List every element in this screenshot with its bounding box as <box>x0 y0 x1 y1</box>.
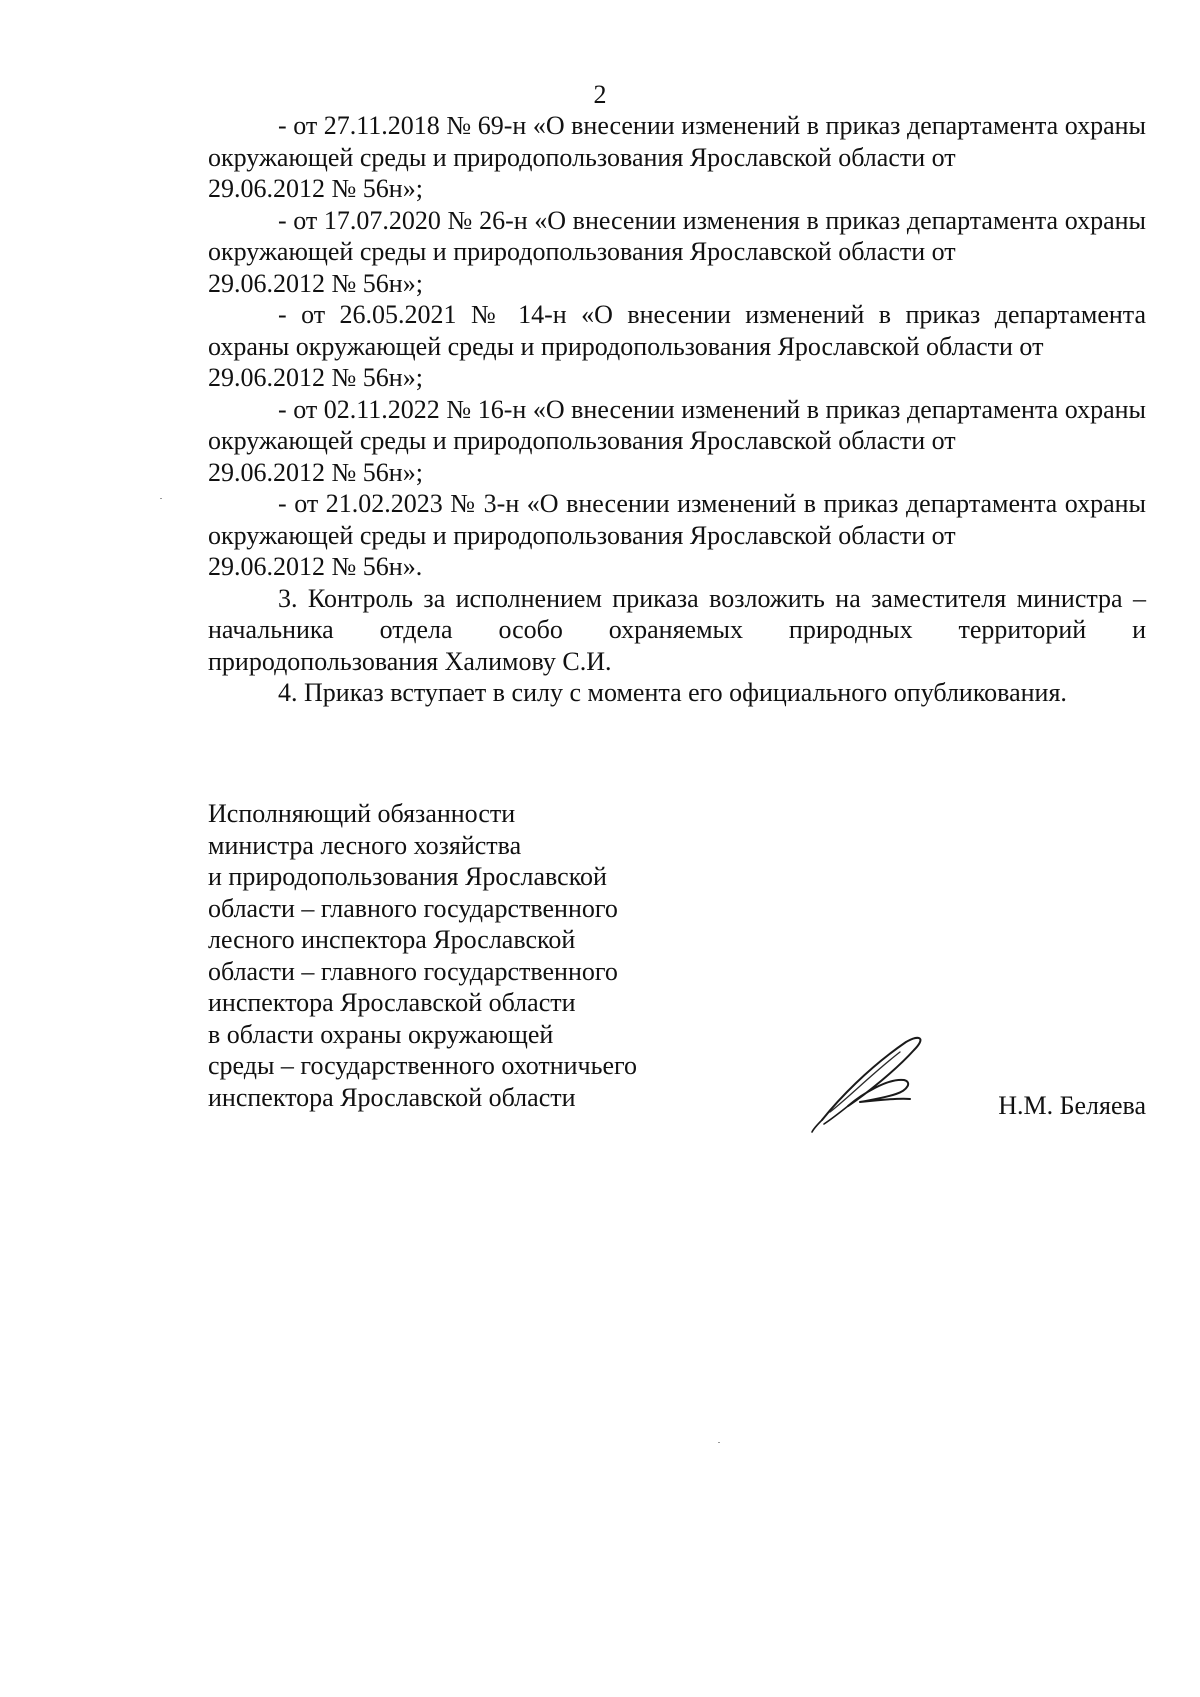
amendment-text: - от 26.05.2021 № 14-н «О внесении изменений в приказ департамента охраны окружающей среды и природопользования Ярославской области от <box>208 300 1146 361</box>
amendment-text: - от 27.11.2018 № 69-н «О внесении изменений в приказ департамента охраны окружающей среды и природопользования Ярославской области от <box>208 111 1146 172</box>
signer-name: Н.М. Беляева <box>998 1091 1146 1120</box>
page-number: 2 <box>593 80 607 109</box>
amendment-tail: 29.06.2012 № 56н». <box>208 552 423 581</box>
handwritten-signature <box>808 1028 958 1138</box>
amendment-tail: 29.06.2012 № 56н»; <box>208 174 423 203</box>
signatory-title-line: инспектора Ярославской области <box>208 1082 576 1112</box>
amendment-item-5 <box>208 488 1146 583</box>
amendment-text: - от 02.11.2022 № 16-н «О внесении изменений в приказ департамента охраны окружающей среды и природопользования Ярославской области от <box>208 394 1146 455</box>
signatory-title-line: области – главного государственного <box>208 956 618 986</box>
scan-speck <box>718 1442 720 1443</box>
scan-speck <box>160 498 162 499</box>
signatory-title-line: области – главного государственного <box>208 893 618 923</box>
amendment-item-2 <box>208 205 1146 300</box>
signatory-title-line: Исполняющий обязанности <box>208 799 516 828</box>
signatory-title-line: в области охраны окружающей <box>208 1019 554 1049</box>
amendment-text: - от 17.07.2020 № 26-н «О внесении изменения в приказ департамента охраны окружающей среды и природопользования Ярославской области от <box>208 205 1146 266</box>
amendment-text: - от 21.02.2023 № 3-н «О внесении изменений в приказ департамента охраны окружающей среды и природопользования Ярославской области от <box>208 489 1146 550</box>
clause-4-effect: 4. Приказ вступает в силу с момента его официального опубликования. <box>278 678 1067 707</box>
signatory-title-line: среды – государственного охотничьего <box>208 1051 638 1080</box>
signatory-title <box>208 798 728 1113</box>
signatory-title-line: лесного инспектора Ярославской <box>208 925 576 954</box>
signatory-title-line: министра лесного хозяйства <box>208 830 522 860</box>
amendment-tail: 29.06.2012 № 56н»; <box>208 363 423 392</box>
signatory-title-line: инспектора Ярославской области <box>208 988 576 1017</box>
signatory-title-line: и природопользования Ярославской <box>208 862 607 891</box>
clause-3-control: 3. Контроль за исполнением приказа возложить на заместителя министра – начальника отдела особо охраняемых природных территорий и природопользования Халимову С.И. <box>208 583 1146 676</box>
amendment-item-1 <box>208 110 1146 205</box>
amendment-item-3 <box>208 299 1146 394</box>
amendment-item-4 <box>208 394 1146 489</box>
amendment-tail: 29.06.2012 № 56н»; <box>208 457 423 487</box>
amendment-tail: 29.06.2012 № 56н»; <box>208 268 423 298</box>
order-body <box>208 110 1146 709</box>
